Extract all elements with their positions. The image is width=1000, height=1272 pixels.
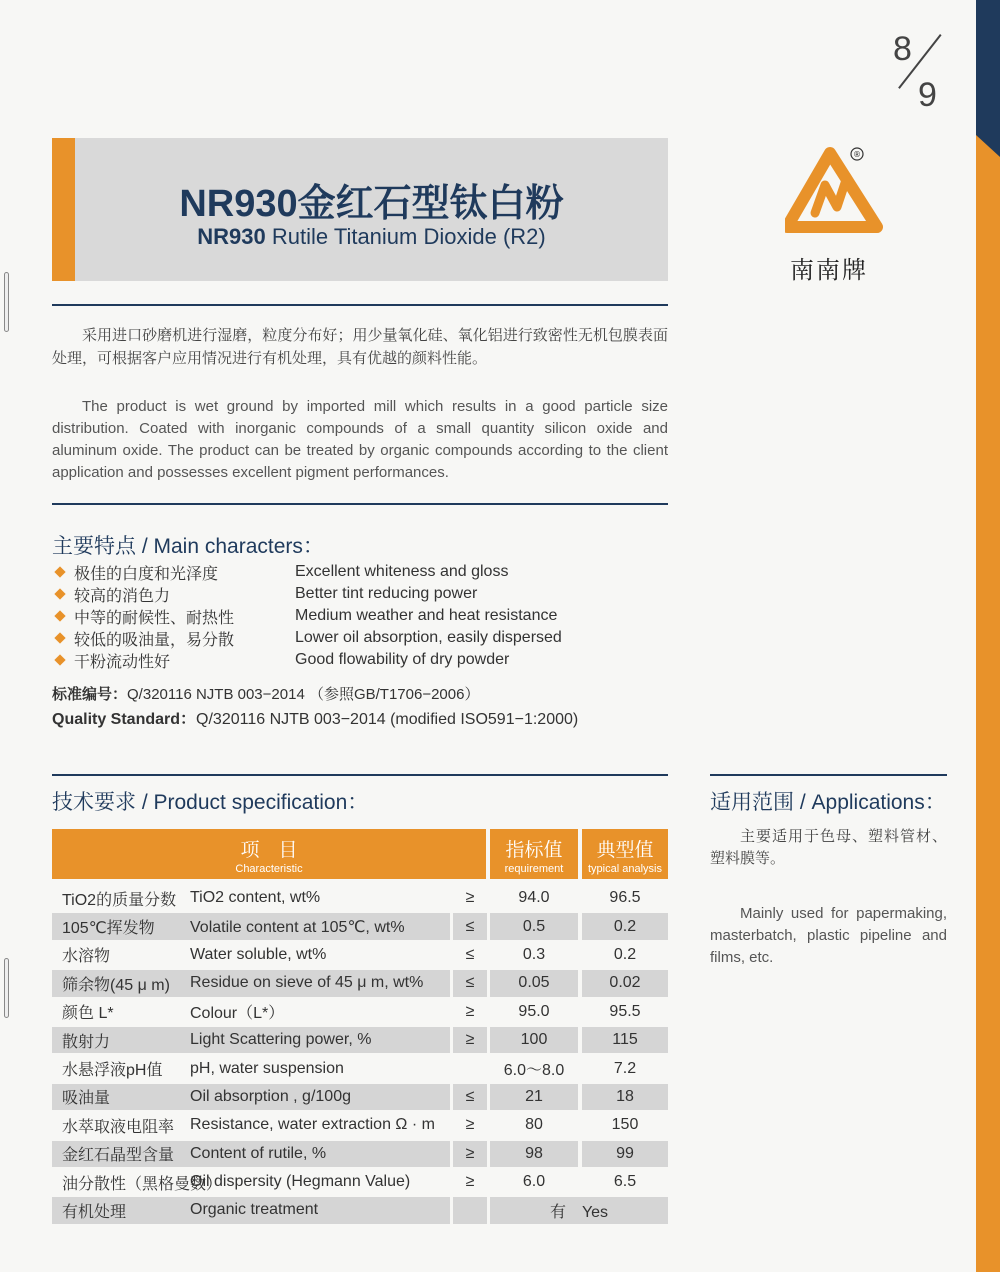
- spec-requirement: 21: [525, 1087, 543, 1105]
- table-row: [52, 941, 668, 969]
- spec-typical: 99: [616, 1144, 634, 1162]
- main-characters-heading: 主要特点 / Main characters：: [52, 535, 324, 558]
- character-en: Excellent whiteness and gloss: [295, 563, 509, 580]
- spec-requirement: 80: [525, 1116, 543, 1134]
- divider-spec: [52, 774, 668, 776]
- character-cn: 极佳的白度和光泽度: [74, 565, 219, 583]
- spec-item-cn: 有机处理: [62, 1203, 127, 1221]
- character-cn: 干粉流动性好: [74, 653, 171, 671]
- brand-name: 南南牌: [790, 256, 868, 284]
- list-item: [52, 583, 652, 605]
- spec-header-typical-cn: 典型值: [596, 840, 654, 861]
- spec-merged-value: 有 Yes: [549, 1203, 609, 1221]
- table-row: [52, 1054, 668, 1082]
- applications-en: Mainly used for papermaking, masterbatch, plastic pipeline and films, etc.: [710, 905, 947, 966]
- spec-operator: ≥: [465, 1002, 475, 1020]
- character-en: Medium weather and heat resistance: [295, 607, 558, 624]
- title-en-description: Rutile Titanium Dioxide (R2): [265, 224, 546, 249]
- standard-en: [52, 706, 578, 729]
- standard-cn: [52, 683, 479, 704]
- table-row: [52, 998, 668, 1026]
- spec-operator: ≤: [465, 1087, 475, 1105]
- spec-typical: 18: [616, 1087, 634, 1105]
- spec-header-requirement-en: requirement: [504, 863, 564, 875]
- spec-typical: 0.2: [613, 917, 637, 935]
- right-edge-blue-tab: [976, 0, 1000, 135]
- spec-operator: ≥: [465, 1116, 475, 1134]
- spec-operator: ≥: [465, 1031, 475, 1049]
- title-accent-bar: [52, 138, 75, 281]
- spec-item-cn: 105℃挥发物: [62, 920, 155, 938]
- spec-item-cn: 水悬浮液pH值: [62, 1062, 163, 1080]
- page-number-right: 9: [918, 76, 937, 114]
- spec-operator: ≤: [465, 917, 475, 935]
- spec-item-cn: TiO2的质量分数: [62, 891, 177, 909]
- intro-en: The product is wet ground by imported mill which results in a good particle size distribution. Coated with inorganic compounds of a small quantity silicon oxide and aluminum oxide. The product can be treated by organic compounds according to the client application and possesses excellent pigment performances.: [52, 398, 668, 481]
- brand-logo-icon: [785, 145, 885, 235]
- spec-typical: 96.5: [609, 889, 641, 907]
- divider-top: [52, 304, 668, 306]
- spec-typical: 115: [612, 1031, 638, 1049]
- spec-operator: ≥: [465, 889, 475, 907]
- spec-header-requirement: [490, 829, 578, 879]
- spec-item-en: Organic treatment: [190, 1201, 319, 1219]
- list-item: [52, 649, 652, 671]
- character-cn: 较低的吸油量，易分散: [74, 631, 235, 649]
- spec-item-cn: 筛余物(45 μ m): [62, 976, 170, 994]
- bullet-diamond-icon: [54, 566, 65, 577]
- spec-item-en: Resistance, water extraction Ω · m: [190, 1116, 435, 1134]
- intro-cn: 采用进口砂磨机进行湿磨，粒度分布好；用少量氧化硅、氧化铝进行致密性无机包膜表面处理，可根据客户应用情况进行有机处理，具有优越的颜料性能。: [52, 327, 668, 367]
- character-en: Good flowability of dry powder: [295, 651, 510, 668]
- spec-typical: 6.5: [613, 1173, 637, 1191]
- spec-requirement: 0.05: [518, 974, 550, 992]
- table-row: [52, 884, 668, 912]
- list-item: [52, 627, 652, 649]
- spec-item-en: Oil absorption , g/100g: [190, 1087, 351, 1105]
- bullet-diamond-icon: [54, 588, 65, 599]
- table-row: [52, 1111, 668, 1139]
- spec-item-en: Content of rutile, %: [190, 1144, 327, 1162]
- right-edge-bar: [976, 0, 1000, 1272]
- applications-heading: 适用范围 / Applications：: [710, 791, 946, 814]
- spec-requirement: 6.0～8.0: [503, 1062, 565, 1080]
- spec-requirement: 95.0: [518, 1002, 550, 1020]
- spec-header-typical-en: typical analysis: [588, 863, 662, 875]
- character-en: Lower oil absorption, easily dispersed: [295, 629, 562, 646]
- spec-item-en: Volatile content at 105℃, wt%: [190, 918, 405, 936]
- spec-header-requirement-cn: 指标值: [505, 840, 563, 861]
- binder-ring-bottom: [4, 958, 9, 1018]
- spec-typical: 0.02: [609, 974, 641, 992]
- divider-mid: [52, 503, 668, 505]
- spec-table: [52, 884, 668, 1225]
- spec-requirement: 6.0: [522, 1173, 546, 1191]
- table-row: [52, 912, 668, 940]
- page-title-cn: NR930金红石型钛白粉: [179, 183, 564, 225]
- spec-item-cn: 水溶物: [62, 948, 111, 966]
- spec-item-en: pH, water suspension: [190, 1059, 344, 1077]
- table-row: [52, 1083, 668, 1111]
- spec-typical: 150: [611, 1116, 639, 1134]
- spec-item-en: Residue on sieve of 45 μ m, wt%: [190, 974, 424, 992]
- spec-operator: [453, 1055, 487, 1081]
- spec-header-item-en: Characteristic: [235, 863, 303, 875]
- spec-item-cn: 油分散性（黑格曼数）: [62, 1175, 223, 1193]
- spec-requirement: 0.3: [522, 945, 546, 963]
- spec-header-item: [52, 829, 486, 879]
- page-number-left: 8: [893, 30, 912, 68]
- spec-typical: 7.2: [613, 1059, 637, 1077]
- main-characters-list: [52, 561, 652, 671]
- table-row: [52, 1026, 668, 1054]
- registered-mark: ®: [853, 150, 861, 159]
- table-row: [52, 969, 668, 997]
- spec-requirement: 100: [520, 1031, 548, 1049]
- spec-operator: ≤: [465, 945, 475, 963]
- table-row: [52, 1168, 668, 1196]
- spec-item-en: Light Scattering power, %: [190, 1031, 372, 1049]
- spec-typical: 0.2: [613, 945, 637, 963]
- spec-operator: ≥: [465, 1173, 475, 1191]
- bullet-diamond-icon: [54, 632, 65, 643]
- spec-operator: ≤: [465, 974, 475, 992]
- table-row: [52, 1140, 668, 1168]
- spec-header-item-cn: 项 目: [240, 840, 298, 861]
- spec-item-cn: 颜色 L*: [62, 1005, 114, 1023]
- list-item: [52, 605, 652, 627]
- page-title-en: [75, 224, 668, 250]
- spec-item-cn: 金红石晶型含量: [62, 1147, 175, 1165]
- character-cn: 中等的耐候性、耐热性: [74, 609, 235, 627]
- spec-operator: ≥: [465, 1144, 475, 1162]
- title-en-product-code: NR930: [197, 224, 266, 249]
- spec-requirement: 98: [525, 1144, 543, 1162]
- standard-en-label: Quality Standard：: [52, 711, 197, 728]
- spec-item-cn: 吸油量: [62, 1090, 111, 1108]
- applications-cn: 主要适用于色母、塑料管材、塑料膜等。: [710, 828, 947, 867]
- divider-applications: [710, 774, 947, 776]
- binder-ring-top: [4, 272, 9, 332]
- spec-header-typical: [582, 829, 668, 879]
- cell-background: [453, 1197, 487, 1223]
- standard-cn-value: Q/320116 NJTB 003−2014 （参照GB/T1706−2006）: [127, 686, 480, 703]
- spec-item-en: TiO2 content, wt%: [190, 889, 321, 907]
- spec-item-cn: 水萃取液电阻率: [62, 1118, 175, 1136]
- spec-requirement: 0.5: [522, 917, 546, 935]
- spec-item-en: Oil dispersity (Hegmann Value): [190, 1173, 411, 1191]
- spec-item-en: Colour（L*）: [190, 1005, 285, 1023]
- bullet-diamond-icon: [54, 654, 65, 665]
- right-edge-notch: [976, 135, 1000, 157]
- character-en: Better tint reducing power: [295, 585, 478, 602]
- table-row: [52, 1196, 668, 1224]
- list-item: [52, 561, 652, 583]
- spec-heading: 技术要求 / Product specification：: [52, 791, 369, 814]
- spec-requirement: 94.0: [518, 889, 550, 907]
- character-cn: 较高的消色力: [74, 587, 171, 605]
- standard-en-value: Q/320116 NJTB 003−2014 (modified ISO591−1:2000): [196, 711, 579, 728]
- spec-typical: 95.5: [609, 1002, 641, 1020]
- bullet-diamond-icon: [54, 610, 65, 621]
- spec-item-en: Water soluble, wt%: [190, 945, 327, 963]
- spec-item-cn: 散射力: [62, 1033, 111, 1051]
- standard-cn-label: 标准编号：: [52, 686, 128, 703]
